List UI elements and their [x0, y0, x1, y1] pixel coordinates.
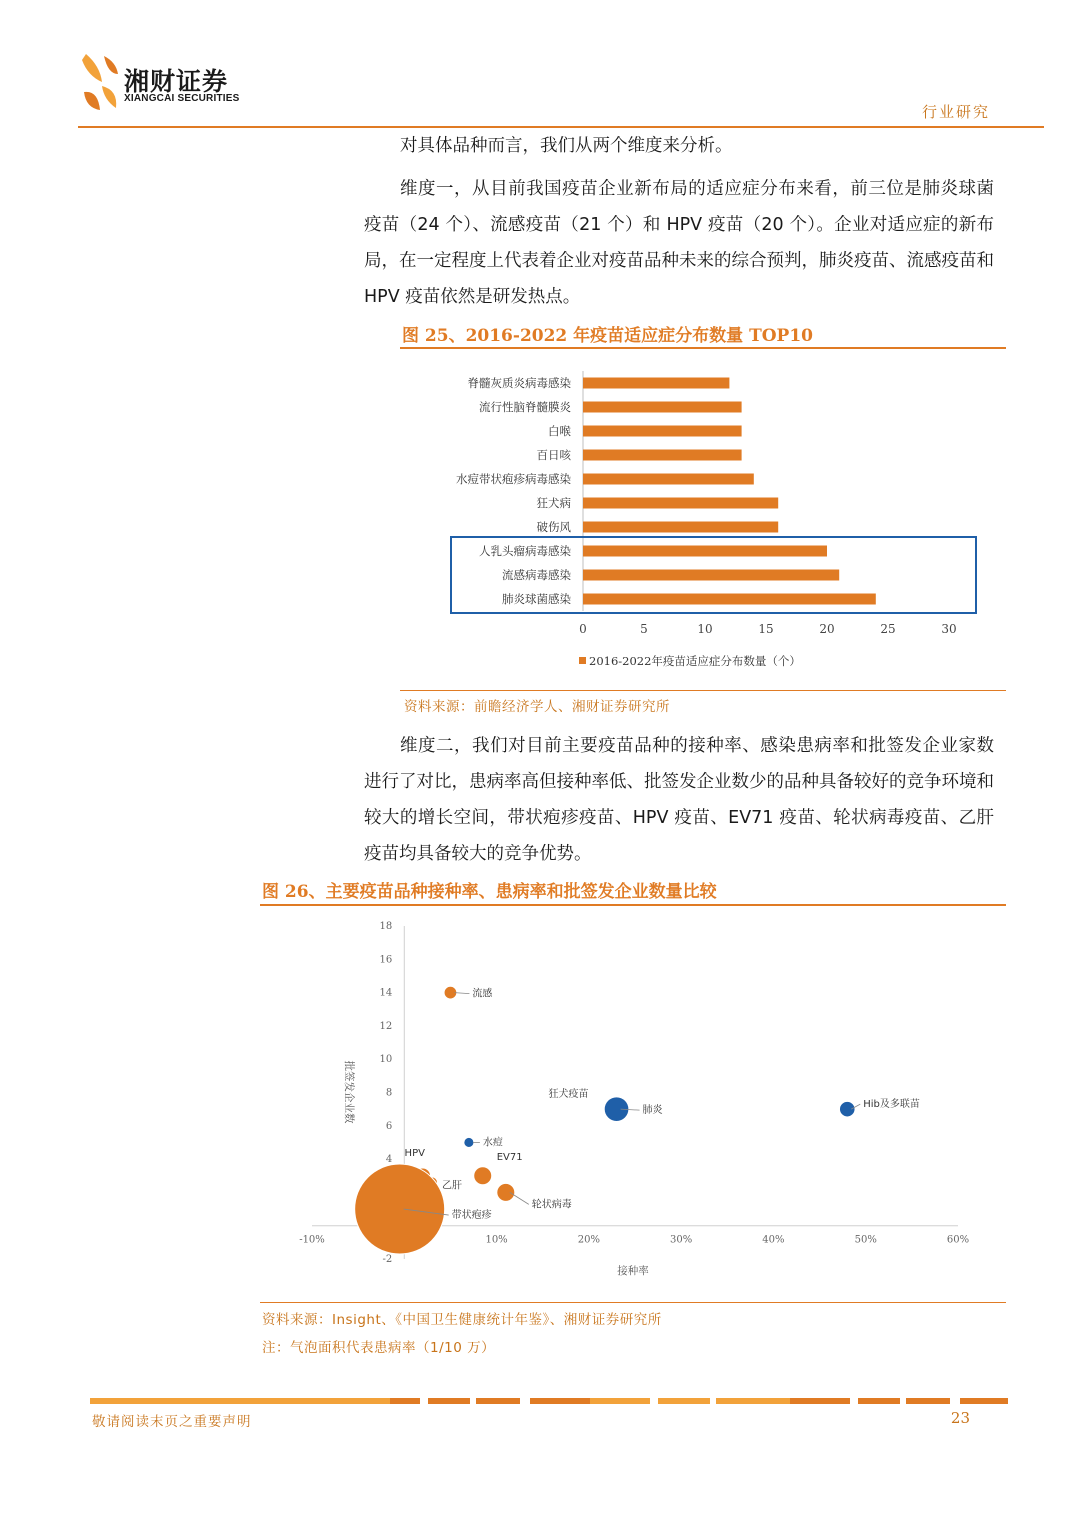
bubble-label: 流感 — [472, 988, 493, 1000]
paragraph-text: 维度一，从目前我国疫苗企业新布局的适应症分布来看，前三位是肺炎球菌疫苗（24 个）、流感疫苗（21 个）和 HPV 疫苗（20 个）。企业对适应症的新布局，在一定程度上代表着企业对疫苗品种未来的综合预判，肺炎疫苗、流感疫苗和 HPV 疫苗依然是研发热点。 — [364, 179, 994, 307]
bubble-label: 肺炎 — [642, 1105, 663, 1117]
legend-label: 2016-2022年疫苗适应症分布数量（个） — [589, 654, 801, 668]
category-label: 人乳头瘤病毒感染 — [479, 544, 571, 558]
category-label: 破伤风 — [536, 520, 571, 534]
bar-chart — [400, 352, 1006, 684]
bar — [583, 402, 742, 413]
category-label: 流感病毒感染 — [502, 568, 571, 582]
bar — [583, 498, 778, 509]
y-tick-label: 4 — [385, 1154, 393, 1166]
bubble-label: Hib及多联苗 — [863, 1099, 920, 1111]
y-tick-label: -2 — [382, 1254, 393, 1265]
bubble-label: 狂犬疫苗 — [548, 1089, 589, 1101]
x-tick-label: 25 — [880, 622, 896, 636]
figure-25-source: 资料来源：前瞻经济学人、湘财证券研究所 — [404, 699, 670, 715]
category-label: 白喉 — [548, 424, 571, 438]
bar — [583, 450, 742, 461]
bubble-label: HPV — [404, 1147, 425, 1159]
figure-25-title: 图 25、2016-2022 年疫苗适应症分布数量 TOP10 — [402, 326, 813, 346]
legend-swatch — [579, 657, 586, 664]
y-tick-label: 6 — [385, 1120, 393, 1132]
x-tick-label: 30 — [941, 622, 957, 636]
bar — [583, 594, 876, 605]
page-number: 23 — [950, 1409, 970, 1427]
logo-name: 湘财证券 — [124, 67, 229, 96]
figure-26-rule — [260, 904, 1006, 906]
y-tick-label: 14 — [379, 987, 393, 999]
page-header — [0, 0, 1080, 130]
bubble-label: 轮状病毒 — [531, 1199, 572, 1211]
paragraph-dimension-two — [364, 728, 994, 872]
logo-name-en: XIANGCAI SECURITIES — [124, 93, 240, 104]
bar — [583, 522, 778, 533]
x-tick-label: 40% — [762, 1234, 785, 1246]
y-tick-label: 10 — [379, 1054, 393, 1066]
x-tick-label: 20 — [819, 622, 835, 636]
paragraph-intro — [364, 128, 994, 164]
bubble — [355, 1164, 445, 1254]
bubble — [474, 1167, 492, 1185]
x-tick-label: 15 — [758, 622, 774, 636]
bar — [583, 570, 839, 581]
x-tick-label: 10 — [697, 622, 713, 636]
x-tick-label: -10% — [299, 1234, 325, 1246]
x-tick-label: 20% — [577, 1234, 600, 1246]
y-axis-title: 批签发企业数 — [343, 1060, 355, 1124]
x-tick-label: 50% — [854, 1234, 877, 1246]
paragraph-text: 对具体品种而言，我们从两个维度来分析。 — [400, 136, 733, 156]
figure-26-source: 资料来源：Insight、《中国卫生健康统计年鉴》、湘财证券研究所 — [262, 1312, 662, 1328]
y-tick-label: 16 — [379, 954, 393, 966]
category-label: 水痘带状疱疹病毒感染 — [456, 472, 571, 486]
bubble-label: 乙肝 — [441, 1180, 462, 1192]
bar — [583, 474, 754, 485]
bubble — [464, 1137, 474, 1147]
category-label: 百日咳 — [536, 448, 571, 462]
figure-26-note: 注：气泡面积代表患病率（1/10 万） — [262, 1340, 496, 1356]
y-tick-label: 8 — [385, 1087, 393, 1099]
footer-decorative-bar — [90, 1398, 1008, 1404]
footer-disclaimer: 敬请阅读末页之重要声明 — [92, 1414, 252, 1430]
section-label: 行业研究 — [921, 103, 990, 121]
bar — [583, 378, 729, 389]
figure-26-title: 图 26、主要疫苗品种接种率、患病率和批签发企业数量比较 — [262, 882, 717, 902]
bubble-label: 水痘 — [482, 1137, 503, 1149]
x-tick-label: 10% — [485, 1234, 508, 1246]
bar — [583, 426, 742, 437]
bubble — [839, 1101, 855, 1117]
bubble-label: 带状疱疹 — [451, 1210, 492, 1222]
category-label: 狂犬病 — [536, 496, 571, 510]
y-tick-label: 12 — [379, 1020, 393, 1032]
figure-26-bottom-rule — [260, 1302, 1006, 1303]
y-tick-label: 18 — [379, 921, 393, 932]
paragraph-text: 维度二，我们对目前主要疫苗品种的接种率、感染患病率和批签发企业家数进行了对比，患病率高但接种率低、批签发企业数少的品种具备较好的竞争环境和较大的增长空间，带状疱疹疫苗、HPV 疫苗、EV71 疫苗、轮状病毒疫苗、乙肝疫苗均具备较大的竞争优势。 — [364, 736, 994, 864]
bar — [583, 546, 827, 557]
category-label: 肺炎球菌感染 — [502, 592, 571, 606]
bubble — [497, 1183, 515, 1201]
x-tick-label: 30% — [670, 1234, 693, 1246]
paragraph-dimension-one — [364, 171, 994, 315]
bubble-label: EV71 — [496, 1151, 523, 1163]
x-tick-label: 5 — [640, 622, 648, 636]
figure-25-rule — [400, 347, 1006, 349]
x-axis-title: 接种率 — [617, 1265, 649, 1277]
x-tick-label: 60% — [946, 1234, 970, 1246]
category-label: 脊髓灰质炎病毒感染 — [467, 376, 571, 390]
x-tick-label: 0 — [579, 622, 587, 636]
bubble-chart — [260, 910, 1006, 1298]
category-label: 流行性脑脊髓膜炎 — [479, 400, 571, 414]
xiangcai-logo-icon — [80, 52, 120, 118]
figure-25-bottom-rule — [400, 690, 1006, 691]
